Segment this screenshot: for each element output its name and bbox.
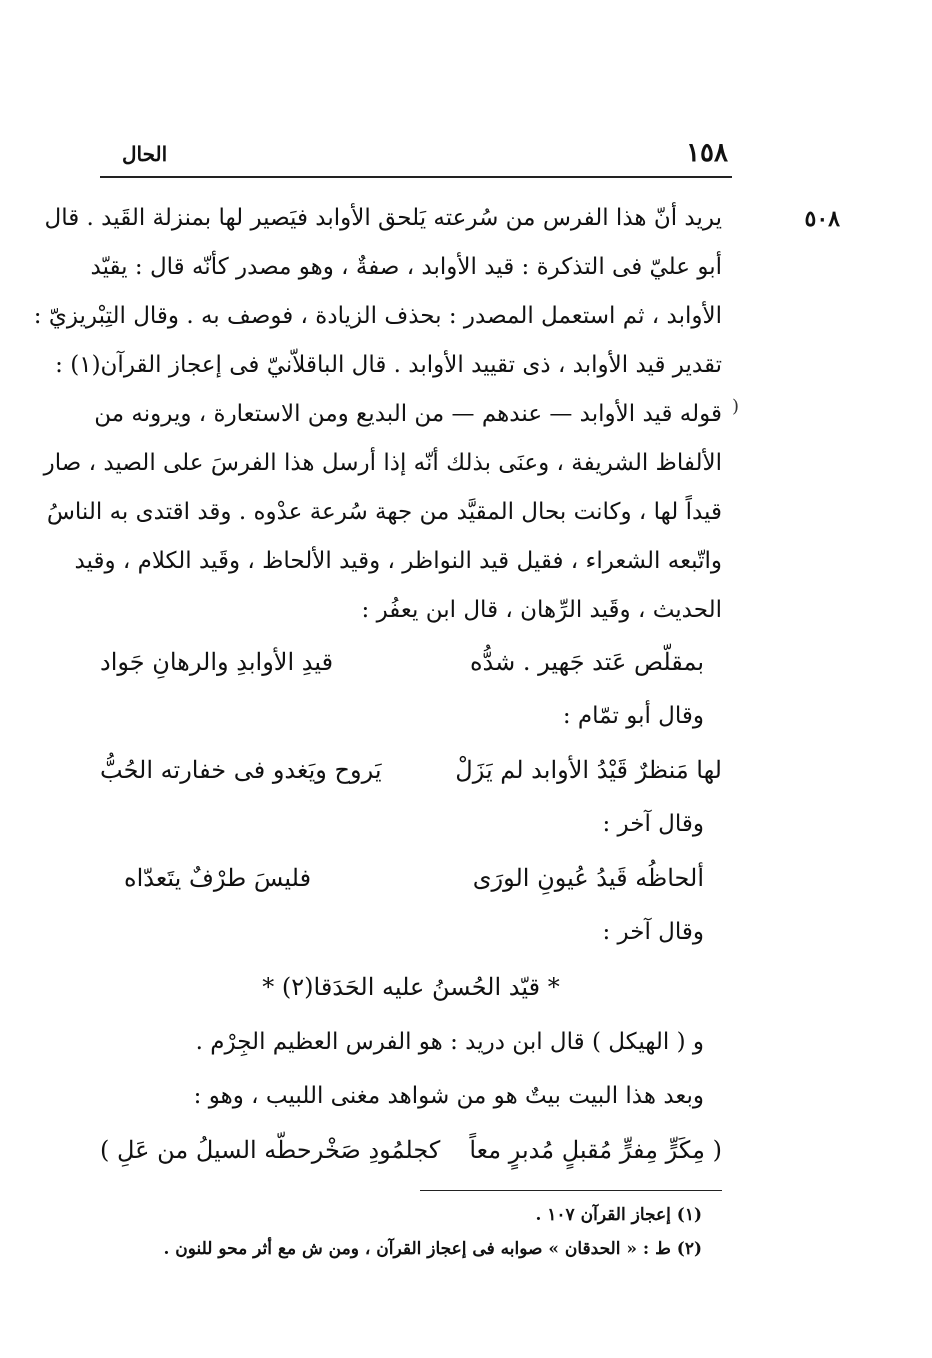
verse-line — [100, 1123, 722, 1177]
verse-first-hemistich: ( مِكَرٍّ مِفرٍّ مُقبلٍ مُدبرٍ معاً — [469, 1136, 722, 1164]
footnote-rule — [420, 1190, 722, 1191]
paragraph-line: قيداً لها ، وكانت بحال المقيَّد من جهة سُرعة عدْوه . وقد اقتدى به الناسُ — [46, 499, 722, 525]
verse-line — [100, 743, 722, 797]
verse-first-hemistich: بمقلّص عَتد جَهير . شدُّه — [469, 648, 704, 676]
paragraph-line: يريد أنّ هذا الفرس من سُرعته يَلحق الأوابد فيَصير لها بمنزلة القَيد . قال — [44, 205, 722, 231]
verse-second-hemistich: قيدِ الأوابدِ والرهانِ جَواد — [100, 648, 334, 676]
paragraph-line: الحديث ، وقَيد الرِّهان ، قال ابن يعفُر : — [361, 597, 722, 623]
margin-mark: ) — [732, 396, 740, 417]
verse-line — [100, 851, 722, 905]
main-text — [33, 194, 722, 1177]
paragraph-line: قوله قيد الأوابد — عندهم — من البديع ومن الاستعارة ، ويرونه من — [94, 401, 722, 427]
verse-second-hemistich: فليسَ طرْفٌ يتَعدّاه — [124, 864, 312, 892]
page-number: ١٥٨ — [686, 138, 728, 168]
entry-number: ٥٠٨ — [804, 206, 840, 232]
text-line: وبعد هذا البيت بيتٌ هو من شواهد مغنى اللبيب ، وهو : — [193, 1083, 704, 1109]
footnote: (١) إعجاز القرآن ١٠٧ . — [535, 1205, 702, 1225]
verse-first-hemistich: ألحاظُه قَيدُ عُيونِ الورَى — [472, 864, 704, 892]
verse-first-hemistich: لها مَنظرٌ قَيْدُ الأوابد لم يَزَلْ — [455, 756, 722, 784]
verse-second-hemistich: كجلمُودِ صَخْرحطّه السيلُ من عَلِ ) — [100, 1136, 441, 1164]
paragraph-line: أبو عليّ فى التذكرة : قيد الأوابد ، صفةٌ ، وهو مصدر كأنّه قال : يقيّد — [90, 254, 722, 280]
verse-intro: وقال أبو تمّام : — [562, 703, 704, 729]
page-header — [100, 138, 732, 172]
paragraph-line: الألفاظ الشريفة ، وعنَى بذلك أنّه إذا أرسل هذا الفرسَ على الصيد ، صار — [43, 450, 722, 476]
verse-second-hemistich: يَروح ويَغدو فى خفارته الحُبُّ — [100, 756, 382, 784]
footnotes — [130, 1198, 722, 1266]
verse-intro: وقال آخر : — [602, 811, 704, 837]
running-title: الحال — [122, 142, 168, 166]
verse-line — [100, 635, 722, 689]
paragraph-line: الأوابد ، ثم استعمل المصدر : بحذف الزيادة ، فوصف به . وقال التِبْريزيّ : — [33, 303, 722, 329]
verse-intro: وقال آخر : — [602, 919, 704, 945]
half-verse: * قيّد الحُسنُ عليه الحَدَقا(٢) * — [262, 973, 560, 1001]
paragraph-line: تقدير قيد الأوابد ، ذى تقييد الأوابد . قال الباقلاّنيّ فى إعجاز القرآن(١) : — [55, 352, 722, 378]
footnote: (٢) ط : « الحدقان » صوابه فى إعجاز القرآن ، ومن ش مع أثر محو للنون . — [163, 1239, 702, 1259]
paragraph-line: واتّبعه الشعراء ، فقيل قيد النواظر ، وقيد الألحاظ ، وقَيد الكلام ، وقيد — [74, 548, 722, 574]
definition-line: و ( الهيكل ) قال ابن دريد : هو الفرس العظيم الجِرْم . — [195, 1029, 704, 1055]
header-rule — [100, 176, 732, 178]
